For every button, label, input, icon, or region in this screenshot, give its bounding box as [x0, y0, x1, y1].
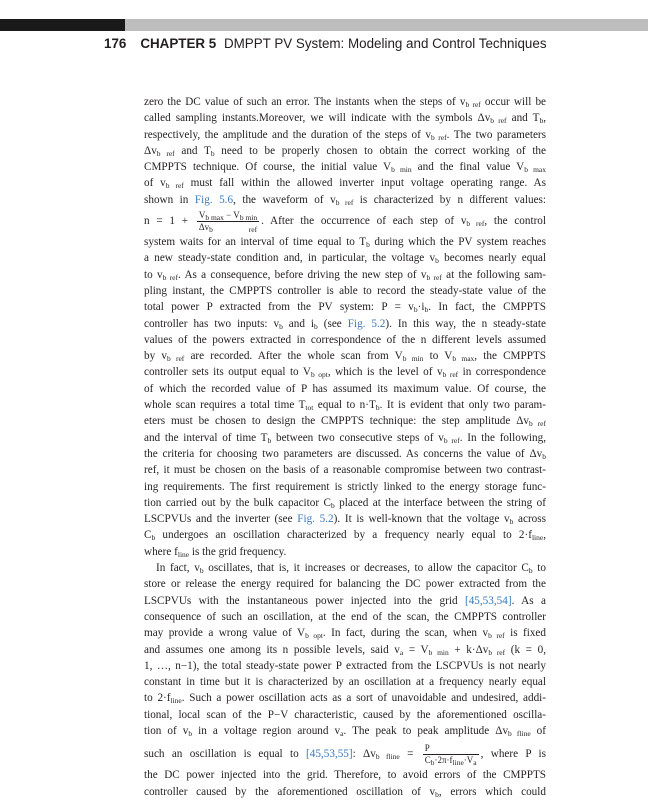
text-line: and assumes one among its n possible levels, said $v_a = V_{b min} + k\cdot\Delta v_{b ref}$ (k = 0, — [144, 643, 546, 657]
text-line: the criteria for choosing two parameters are discussed. As concerns the value of $\Delta v_b$ — [144, 447, 546, 461]
text-line: 1, …, n−1), the total steady-state power P extracted from the LSCPVUs is not nearly — [144, 659, 546, 672]
text-line: pling instant, the CMPPTS controller is able to record the steady-state value of the — [144, 284, 546, 297]
text-line: ref, it must be chosen on the basis of a reasonable compromise between two contrast- — [144, 464, 546, 477]
text-line: In fact, $v_b$ oscillates, that is, it increases or decreases, to allow the capacitor $C_b$ to — [156, 562, 546, 576]
text-line: store or release the energy required for balancing the DC power extracted from the — [144, 578, 546, 591]
figure-link[interactable]: Fig. 5.6 — [194, 193, 234, 206]
text-line: n = 1 + $\frac{V_{b max} - V_{b min}}{\Delta v_{b ref}}$ . After the occurrence of each step of $v_{b ref}$, the control — [144, 210, 547, 234]
top-rule-dark — [0, 19, 125, 31]
n-fraction: $\frac{V_{b max} - V_{b min}}{\Delta v_{b ref}}$ — [198, 210, 258, 234]
amplitude-fraction: $\frac{P}{C_b\cdot 2\pi\cdot f_{line}\cdot V_a}$ — [424, 743, 477, 768]
figure-link[interactable]: Fig. 5.2 — [297, 513, 334, 526]
text-line: such an oscillation is equal to [45,53,55]: $\Delta v_{b fline}$ = $\frac{P}{C_b\cdot 2\pi\cdot f_{line}\cdot V_a}$ , where P is — [144, 743, 547, 768]
text-line: $C_b$ undergoes an oscillation characterized by a frequency nearly equal to $2\cdot f_{line}$, — [144, 529, 546, 543]
text-line: of which the recorded value of P has assumed its maximum value. Of course, the — [144, 382, 546, 395]
text-line: tional, local scan of the P−V characteristic, caused by the aforementioned oscilla- — [144, 708, 546, 721]
running-head — [104, 36, 624, 51]
text-line: controller caused by the aforementioned oscillation of $v_b$, errors which could — [144, 785, 546, 799]
text-line: controller has two inputs: $v_b$ and $i_b$ (see Fig. 5.2). In this way, the n steady-state — [144, 317, 546, 331]
text-line: by $v_{b ref}$ are recorded. After the whole scan from $V_{b min}$ to $V_{b max}$, the CMPPTS — [144, 350, 546, 364]
chapter-title: DMPPT PV System: Modeling and Control Techniques — [223, 36, 547, 51]
figure-link[interactable]: Fig. 5.2 — [347, 317, 386, 330]
text-line: and the interval of time $T_b$ between two consecutive steps of $v_{b ref}$. In the following, — [144, 431, 546, 445]
text-line: controller sets its output equal to $V_{b opt}$, which is the level of $v_{b ref}$ in correspondence — [144, 366, 547, 380]
text-line: may provide a wrong value of $V_{b opt}$. In fact, during the scan, when $v_{b ref}$ is fixed — [144, 627, 546, 641]
text-line: of $v_{b ref}$ must fall within the allowed inverter input voltage operating range. As — [144, 177, 546, 191]
text-line: zero the DC value of such an error. The instants when the steps of $v_{b ref}$ occur will be — [144, 96, 547, 109]
citation-link[interactable]: [45,53,54] — [464, 594, 512, 607]
text-line: to $v_{b ref}$. As a consequence, before driving the new step of $v_{b ref}$ at the following sam- — [144, 268, 546, 282]
text-line: respectively, the amplitude and the duration of the steps of $v_{b ref}$. The two parameters — [144, 128, 547, 142]
text-line: system waits for an interval of time equal to $T_b$ during which the PV system reaches — [144, 236, 546, 250]
text-line: where $f_{line}$ is the grid frequency. — [144, 545, 287, 559]
text-line: the DC power injected into the grid. Therefore, to avoid errors of the CMPPTS — [144, 769, 546, 782]
text-line: eters must be chosen to design the CMPPTS technique: the step amplitude $\Delta v_{b ref}$ — [144, 415, 546, 429]
text-line: values of the powers extracted in correspondence of the n different levels assumed — [144, 333, 546, 346]
text-line: CMPPTS technique. Of course, the initial value $V_{b min}$ and the final value $V_{b max}$ — [144, 161, 546, 175]
text-line: whole scan requires a total time $T_{tot}$ equal to $n\cdot T_b$. It is evident that only two param- — [144, 399, 546, 413]
text-line: $\Delta v_{b ref}$ and $T_b$ need to be properly chosen to obtain the correct working of the — [144, 144, 546, 158]
top-rule-light — [125, 19, 648, 31]
page-number: 176 — [104, 36, 127, 51]
text-line: total power P extracted from the PV system: $P = v_b\cdot i_b$. In fact, the CMPPTS — [144, 301, 546, 315]
text-line: LSCPVUs with the instantaneous power injected into the grid [45,53,54]. As a — [144, 594, 546, 607]
top-rule — [0, 19, 648, 31]
text-line: constant in time but it is characterized by an oscillation at a frequency nearly equal — [144, 676, 546, 689]
text-line: a new steady-state condition and, in particular, the voltage $v_b$ becomes nearly equal — [144, 252, 546, 266]
text-line: tion of $v_b$ in a voltage region around $v_a$. The peak to peak amplitude $\Delta v_{b fline}$ of — [144, 724, 546, 738]
body-text — [144, 94, 546, 800]
text-line: to $2\cdot f_{line}$. Such a power oscillation acts as a sort of unavoidable and undesired, addi- — [144, 692, 546, 706]
text-line: tion carried out by the bulk capacitor $C_b$ placed at the interface between the string of — [144, 496, 546, 510]
chapter-label: CHAPTER 5 — [140, 36, 217, 51]
text-line: consequence of such an oscillation, at the end of the scan, the CMPPTS controller — [144, 610, 546, 623]
text-line: ing requirements. The first requirement is strictly linked to the energy storage func- — [144, 480, 546, 493]
citation-link[interactable]: [45,53,55] — [306, 748, 353, 761]
text-line: LSCPVUs and the inverter (see Fig. 5.2). It is well-known that the voltage $v_b$ across — [144, 513, 546, 527]
text-line: shown in Fig. 5.6, the waveform of $v_{b ref}$ is characterized by n different values: — [144, 193, 547, 207]
text-line: called sampling instants.Moreover, we will indicate with the symbols $\Delta v_{b ref}$ and $T_b$, — [144, 112, 547, 126]
